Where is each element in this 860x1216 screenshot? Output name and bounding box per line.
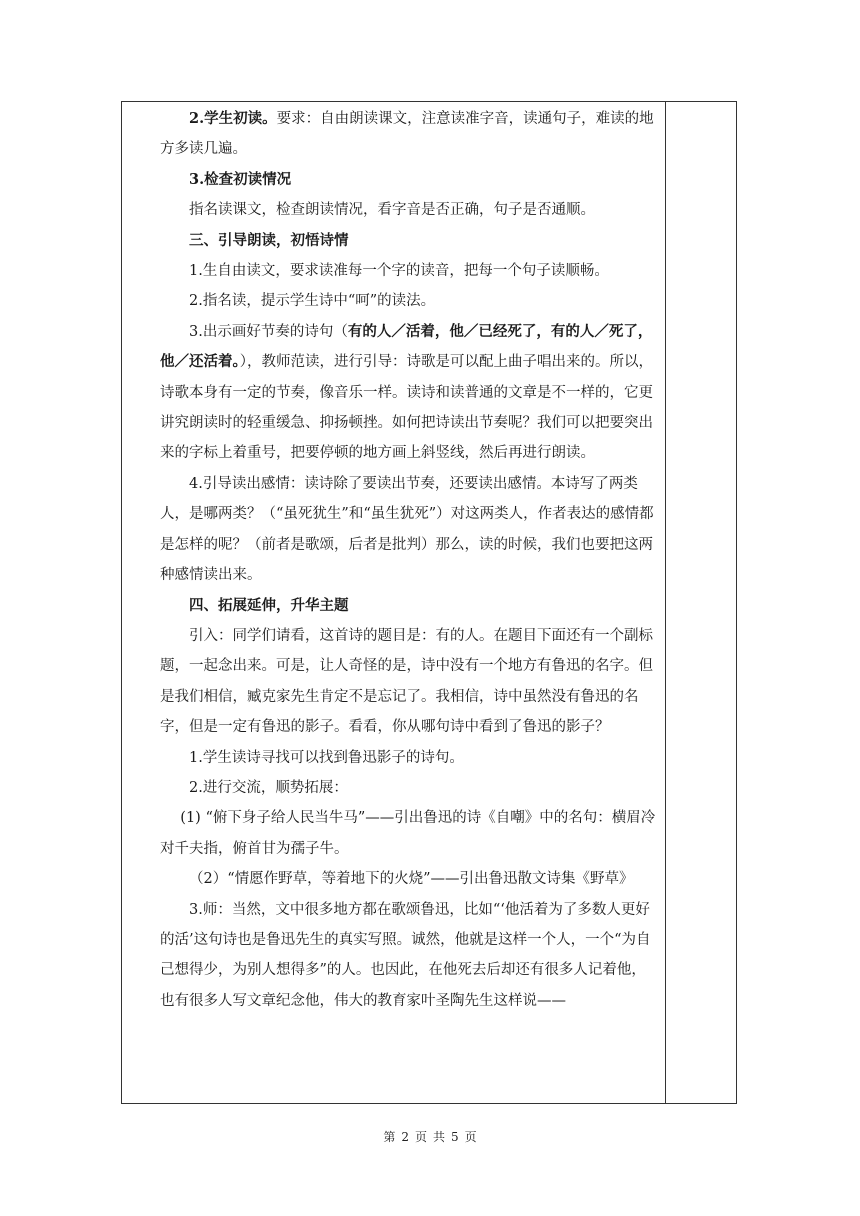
part4-item3: 3.师：当然，文中很多地方都在歌颂鲁迅，比如“‘他活着为了多数人更好的活’这句诗也是鲁迅先生的真实写照。诚然，他就是这样一个人，一个“为自己想得少，为别人想得多”的人。也因此，在他死去后却还有很多人记着他，也有很多人写文章纪念他，伟大的教育家叶圣陶先生这样说—— — [160, 901, 651, 1009]
lesson-content — [160, 104, 658, 1016]
part3-item3: 3.出示画好节奏的诗句（有的人／活着，他／已经死了，有的人／死了，他／还活着。），教师范读，进行引导：诗歌是可以配上曲子唱出来的。所以，诗歌本身有一定的节奏，像音乐一样。读诗和读普通的文章是不一样的，它更讲究朗读时的轻重缓急、抑扬顿挫。如何把诗读出节奏呢？我们可以把要突出来的字标上着重号，把要停顿的地方画上斜竖线，然后再进行朗读。 — [160, 322, 653, 462]
part4-sub1: (1) “俯下身子给人民当牛马”——引出鲁迅的诗《自嘲》中的名句：横眉冷对千夫指，俯首甘为孺子牛。 — [160, 810, 656, 857]
current-page: 2 — [401, 1130, 409, 1144]
part4-item2: 2.进行交流，顺势拓展： — [189, 779, 348, 796]
section2-text: 要求：自由朗读课文，注意读准字音，读通句子，难读的地方多读几遍。 — [160, 111, 654, 158]
column-divider — [665, 102, 666, 1103]
part4-intro: 引入：同学们请看，这首诗的题目是：有的人。在题目下面还有一个副标题，一起念出来。可是，让人奇怪的是，诗中没有一个地方有鲁迅的名字。但是我们相信，臧克家先生肯定不是忘记了。我相信，诗中虽然没有鲁迅的名字，但是一定有鲁迅的影子。看看，你从哪句诗中看到了鲁迅的影子？ — [160, 627, 653, 736]
section2-heading: 2.学生初读。 — [189, 110, 277, 127]
part4-sub2: （2）“情愿作野草，等着地下的火烧”——引出鲁迅散文诗集《野草》 — [189, 871, 634, 888]
section3-text: 指名读课文，检查朗读情况，看字音是否正确，句子是否通顺。 — [189, 202, 595, 219]
part4-item1: 1.学生读诗寻找可以找到鲁迅影子的诗句。 — [189, 749, 464, 766]
part4-heading: 四、拓展延伸，升华主题 — [189, 596, 349, 614]
part3-item1: 1.生自由读文，要求读准每一个字的读音，把每一个句子读顺畅。 — [189, 263, 609, 280]
rhythm-verse: 有的人／活着，他／已经死了，有的人／死了，他／还活着。 — [160, 322, 653, 371]
total-pages: 5 — [451, 1130, 459, 1144]
section2-paragraph — [160, 104, 658, 165]
part3-item4: 4.引导读出感情：读诗除了要读出节奏，还要读出感情。本诗写了两类人，是哪两类？（“虽死犹生”和“虽生犹死”）对这两类人，作者表达的感情都是怎样的呢？（前者是歌颂，后者是批判）那么，读的时候，我们也要把这两种感情读出来。 — [160, 475, 654, 584]
lesson-plan-table — [121, 101, 737, 1104]
part3-heading: 三、引导朗读，初悟诗情 — [189, 231, 349, 249]
page-footer: 第 2 页 共 5 页 — [383, 1130, 477, 1144]
part3-item2: 2.指名读，提示学生诗中“呵”的读法。 — [189, 293, 436, 310]
section3-heading: 3.检查初读情况 — [189, 170, 292, 188]
